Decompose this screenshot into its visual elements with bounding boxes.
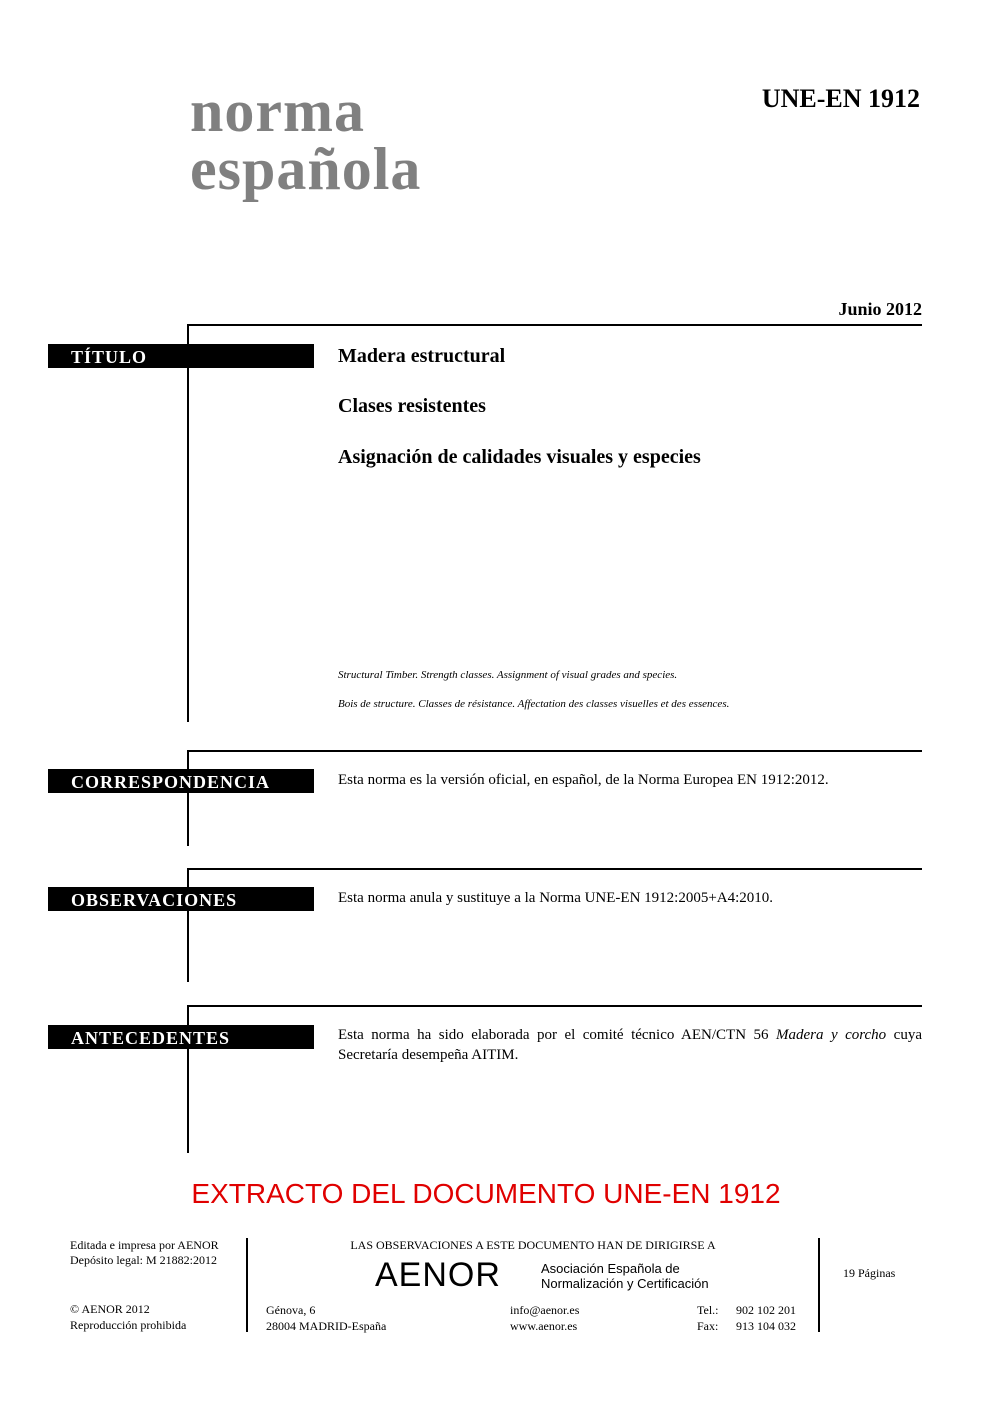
- legal-deposit: Depósito legal: M 21882:2012: [70, 1253, 217, 1267]
- antecedentes-text: [338, 1025, 922, 1065]
- address-city: 28004 MADRID-España: [266, 1319, 387, 1333]
- copyright: © AENOR 2012: [70, 1302, 150, 1316]
- footer-edition: [70, 1238, 219, 1268]
- brand-title: [190, 78, 422, 202]
- section-rule: [187, 324, 189, 722]
- title-line-2: Clases resistentes: [338, 395, 486, 417]
- title-translation-fr: Bois de structure. Classes de résistance. Affectation des classes visuelles et des essences.: [338, 698, 730, 710]
- contact-labels: [697, 1302, 719, 1334]
- antecedentes-text-start: Esta norma ha sido elaborada por el comité técnico AEN/CTN 56: [338, 1027, 776, 1043]
- publication-date: Junio 2012: [838, 299, 922, 319]
- section-rule: [187, 750, 189, 846]
- title-line-1: Madera estructural: [338, 345, 506, 367]
- titulo-label: TÍTULO: [48, 344, 314, 368]
- antecedentes-label: ANTECEDENTES: [48, 1025, 314, 1049]
- assoc-line-2: Normalización y Certificación: [541, 1276, 709, 1291]
- committee-name: Madera y corcho: [775, 1027, 887, 1043]
- reproduction-notice: Reproducción prohibida: [70, 1318, 187, 1332]
- observaciones-text: Esta norma anula y sustituye a la Norma UNE-EN 1912:2005+A4:2010.: [338, 890, 774, 906]
- footer-divider: [818, 1238, 820, 1332]
- section-divider: [187, 324, 922, 326]
- brand-line-2: española: [190, 136, 422, 202]
- web-link[interactable]: www.aenor.es: [510, 1319, 578, 1333]
- brand-line-1: norma: [190, 78, 365, 144]
- correspondencia-text: Esta norma es la versión oficial, en español, de la Norma Europea EN 1912:2012.: [338, 772, 829, 788]
- standard-code: UNE-EN 1912: [761, 84, 920, 113]
- antecedentes-text-end: cuya Secretaría desempeña AITIM.: [338, 1027, 922, 1063]
- fax-number: 913 104 032: [736, 1319, 796, 1333]
- fax-label: Fax:: [697, 1319, 719, 1333]
- correspondencia-label: CORRESPONDENCIA: [48, 769, 314, 793]
- section-divider: [187, 1005, 922, 1007]
- tel-number: 902 102 201: [736, 1303, 796, 1317]
- edited-by: Editada e impresa por AENOR: [70, 1238, 219, 1252]
- section-divider: [187, 868, 922, 870]
- title-line-3: Asignación de calidades visuales y especies: [338, 446, 701, 468]
- section-rule: [187, 868, 189, 982]
- page-count: 19 Páginas: [843, 1266, 896, 1280]
- extract-banner: EXTRACTO DEL DOCUMENTO UNE-EN 1912: [191, 1178, 781, 1209]
- observations-address-title: LAS OBSERVACIONES A ESTE DOCUMENTO HAN DE DIRIGIRSE A: [350, 1238, 716, 1252]
- aenor-logo: AENOR: [375, 1256, 501, 1294]
- section-divider: [187, 750, 922, 752]
- aenor-association-name: [541, 1261, 709, 1291]
- contact-numbers: [736, 1302, 796, 1334]
- address-street: Génova, 6: [266, 1303, 316, 1317]
- email-link[interactable]: info@aenor.es: [510, 1303, 580, 1317]
- tel-label: Tel.:: [697, 1303, 719, 1317]
- contact-online: [510, 1302, 579, 1334]
- footer-copyright: [70, 1301, 186, 1333]
- title-translation-en: Structural Timber. Strength classes. Assignment of visual grades and species.: [338, 669, 678, 681]
- postal-address: [266, 1302, 386, 1334]
- observaciones-label: OBSERVACIONES: [48, 887, 314, 911]
- assoc-line-1: Asociación Española de: [541, 1261, 680, 1276]
